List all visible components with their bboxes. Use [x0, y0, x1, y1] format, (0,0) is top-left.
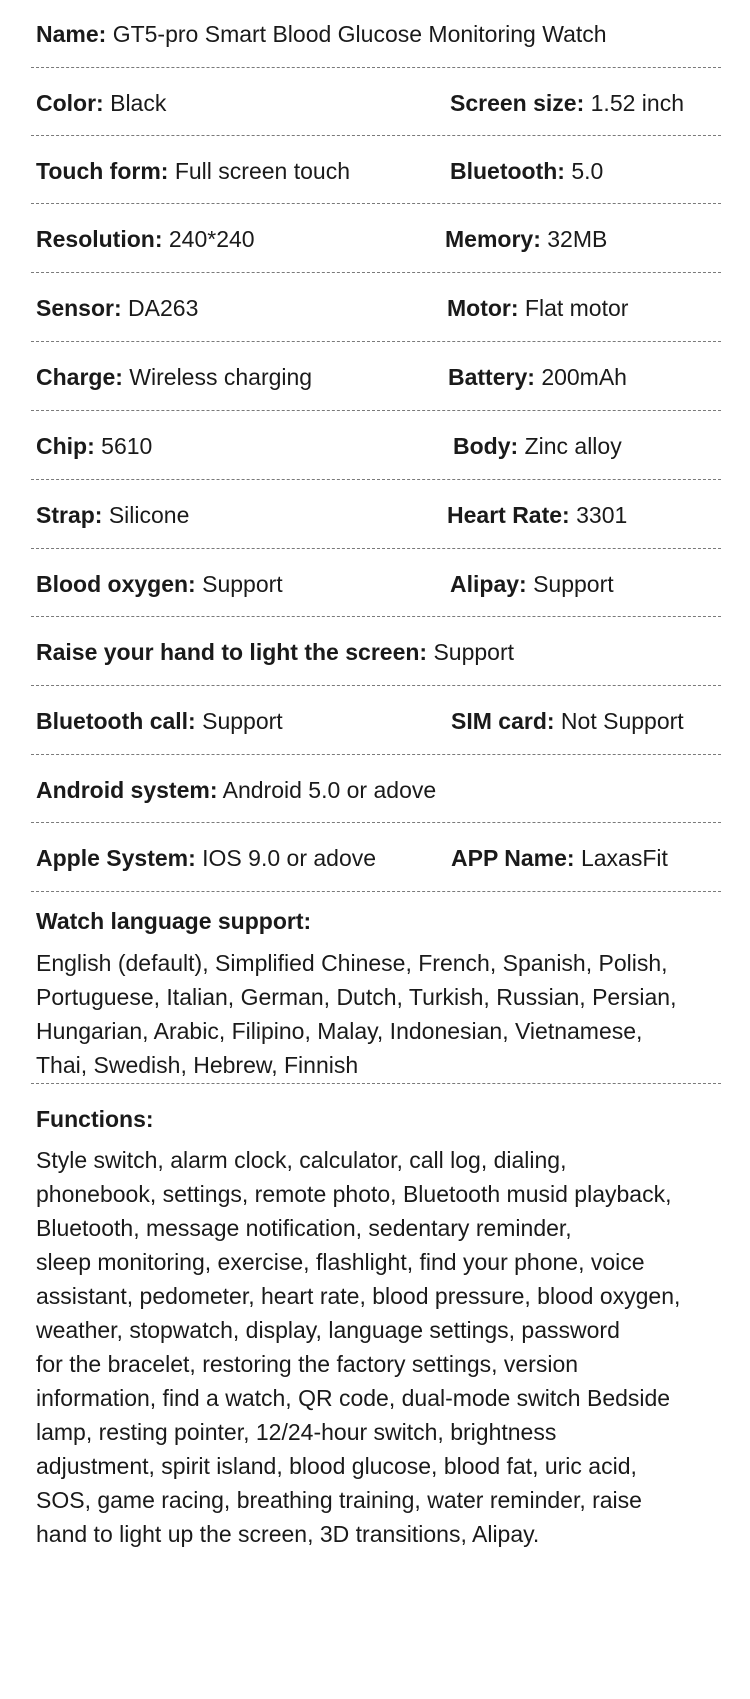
spec-value: Wireless charging: [129, 364, 313, 390]
spec-label: Strap:: [36, 502, 103, 528]
spec-color: [36, 90, 166, 117]
spec-label: Sensor:: [36, 295, 122, 321]
spec-label: Name:: [36, 21, 107, 47]
language-list: [36, 946, 716, 1082]
spec-label: Resolution:: [36, 226, 163, 252]
spec-row-charge: [31, 342, 721, 411]
spec-label: Motor:: [447, 295, 519, 321]
spec-row-touch: [31, 136, 721, 204]
spec-body: [453, 433, 622, 460]
spec-label: Bluetooth call:: [36, 708, 196, 734]
spec-value: 3301: [576, 502, 628, 528]
spec-value: Support: [202, 571, 283, 597]
spec-label: Charge:: [36, 364, 123, 390]
spec-strap: [36, 502, 189, 529]
spec-label: Screen size:: [450, 90, 585, 116]
spec-battery: [448, 364, 627, 391]
spec-value: Support: [533, 571, 614, 597]
spec-label: Bluetooth:: [450, 158, 565, 184]
spec-touch-form: [36, 158, 350, 185]
functions-line: sleep monitoring, exercise, flashlight, find your phone, voice: [36, 1249, 645, 1275]
spec-row-chip: [31, 411, 721, 480]
spec-value: Not Support: [560, 708, 684, 734]
spec-value: Flat motor: [524, 295, 629, 321]
spec-row-blood-oxygen: [31, 549, 721, 617]
spec-name: [36, 21, 607, 48]
spec-row-apple: [31, 823, 721, 892]
spec-bluetooth: [450, 158, 603, 185]
functions-line: for the bracelet, restoring the factory settings, version: [36, 1351, 579, 1377]
spec-bluetooth-call: [36, 708, 283, 735]
functions-title: Functions:: [36, 1106, 154, 1132]
spec-sensor: [36, 295, 198, 322]
functions-line: weather, stopwatch, display, language settings, password: [36, 1317, 620, 1343]
spec-value: LaxasFit: [580, 845, 668, 871]
functions-line: adjustment, spirit island, blood glucose, blood fat, uric acid,: [36, 1453, 637, 1479]
spec-alipay: [450, 571, 614, 598]
spec-value: Support: [433, 639, 515, 665]
spec-row-resolution: [31, 204, 721, 273]
spec-motor: [447, 295, 628, 322]
language-title: Watch language support:: [36, 908, 312, 934]
spec-value: 1.52 inch: [590, 90, 684, 116]
spec-value: GT5-pro Smart Blood Glucose Monitoring Watch: [112, 21, 607, 47]
spec-charge: [36, 364, 312, 391]
spec-value: 5.0: [571, 158, 604, 184]
functions-line: Style switch, alarm clock, calculator, call log, dialing,: [36, 1147, 567, 1173]
functions-list: [36, 1143, 716, 1551]
spec-label: Apple System:: [36, 845, 196, 871]
spec-memory: [445, 226, 607, 253]
spec-value: Full screen touch: [174, 158, 350, 184]
language-line: Thai, Swedish, Hebrew, Finnish: [36, 1052, 359, 1078]
spec-heart-rate: [447, 502, 627, 529]
spec-value: Silicone: [108, 502, 190, 528]
functions-line: phonebook, settings, remote photo, Bluetooth musid playback,: [36, 1181, 672, 1207]
spec-raise-hand: [36, 639, 514, 666]
spec-resolution: [36, 226, 255, 253]
language-line: Hungarian, Arabic, Filipino, Malay, Indonesian, Vietnamese,: [36, 1018, 643, 1044]
spec-chip: [36, 433, 152, 460]
spec-row-strap: [31, 480, 721, 549]
spec-label: SIM card:: [451, 708, 555, 734]
spec-label: Raise your hand to light the screen:: [36, 639, 428, 665]
spec-row-color: [31, 68, 721, 136]
spec-value: DA263: [128, 295, 199, 321]
spec-blood-oxygen: [36, 571, 283, 598]
spec-label: Heart Rate:: [447, 502, 570, 528]
spec-row-sensor: [31, 273, 721, 342]
spec-label: Android system:: [36, 777, 218, 803]
spec-label: Body:: [453, 433, 519, 459]
language-line: English (default), Simplified Chinese, French, Spanish, Polish,: [36, 950, 668, 976]
language-line: Portuguese, Italian, German, Dutch, Turkish, Russian, Persian,: [36, 984, 677, 1010]
spec-apple-system: [36, 845, 376, 872]
spec-value: 5610: [101, 433, 153, 459]
spec-row-raise-hand: [31, 617, 721, 686]
spec-row-bluetooth-call: [31, 686, 721, 755]
spec-value: Zinc alloy: [524, 433, 622, 459]
spec-value: 32MB: [547, 226, 608, 252]
spec-value: Support: [202, 708, 283, 734]
spec-label: Blood oxygen:: [36, 571, 196, 597]
spec-app-name: [451, 845, 668, 872]
spec-label: Battery:: [448, 364, 535, 390]
spec-value: 240*240: [168, 226, 255, 252]
functions-line: assistant, pedometer, heart rate, blood pressure, blood oxygen,: [36, 1283, 681, 1309]
spec-android-system: [36, 777, 436, 804]
spec-label: Color:: [36, 90, 104, 116]
spec-label: Chip:: [36, 433, 95, 459]
functions-line: SOS, game racing, breathing training, water reminder, raise: [36, 1487, 642, 1513]
spec-label: Memory:: [445, 226, 541, 252]
spec-row-android: [31, 755, 721, 823]
spec-value: IOS 9.0 or adove: [202, 845, 377, 871]
spec-value: Black: [110, 90, 167, 116]
functions-line: information, find a watch, QR code, dual-mode switch Bedside: [36, 1385, 671, 1411]
functions-line: lamp, resting pointer, 12/24-hour switch, brightness: [36, 1419, 557, 1445]
spec-sim-card: [451, 708, 684, 735]
spec-value: 200mAh: [541, 364, 627, 390]
spec-row-name: [31, 0, 721, 68]
spec-label: Alipay:: [450, 571, 527, 597]
spec-label: APP Name:: [451, 845, 575, 871]
functions-line: hand to light up the screen, 3D transitions, Alipay.: [36, 1521, 540, 1547]
spec-label: Touch form:: [36, 158, 169, 184]
spec-screen-size: [450, 90, 684, 117]
functions-line: Bluetooth, message notification, sedentary reminder,: [36, 1215, 572, 1241]
spec-value: Android 5.0 or adove: [222, 777, 437, 803]
